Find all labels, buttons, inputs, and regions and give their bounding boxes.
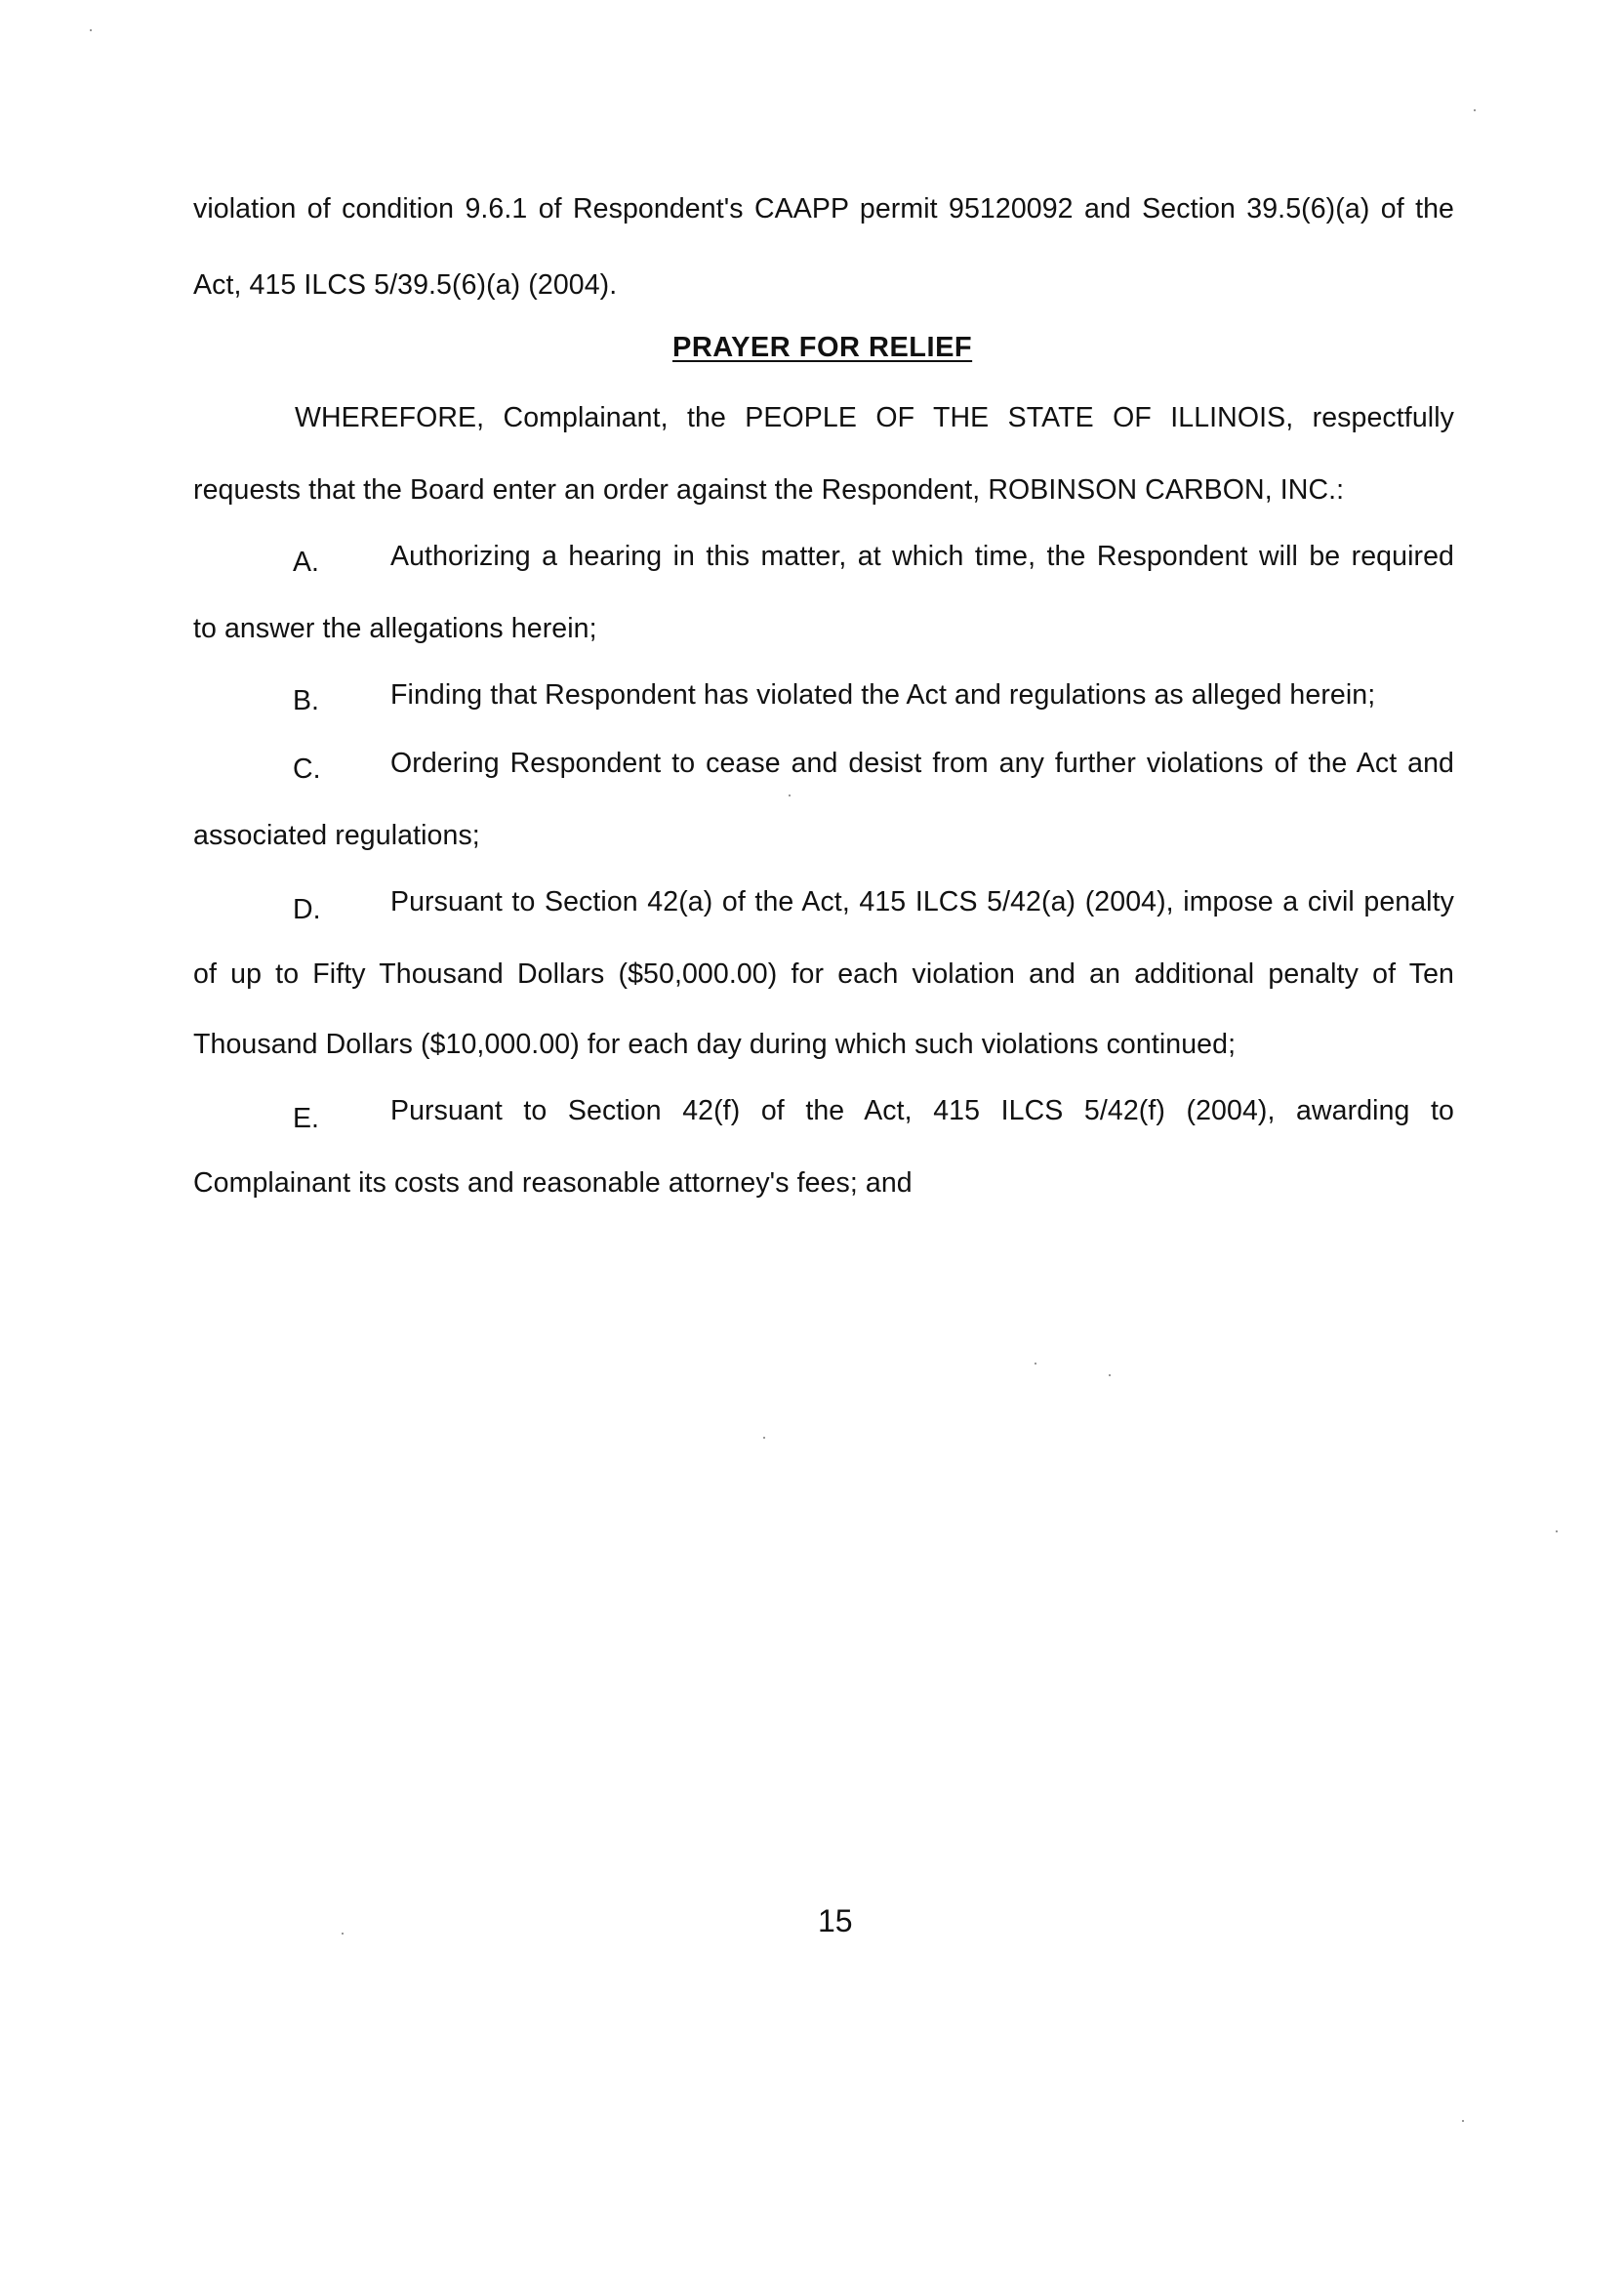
item-a-line-1: Authorizing a hearing in this matter, at which time, the Respondent will be required (390, 541, 1454, 572)
scan-speck (1474, 109, 1476, 111)
item-c-line-2: associated regulations; (193, 820, 480, 851)
item-c-marker: C. (293, 754, 321, 785)
item-e-line-1: Pursuant to Section 42(f) of the Act, 415 ILCS 5/42(f) (2004), awarding to (390, 1095, 1454, 1126)
item-e-marker: E. (293, 1103, 319, 1134)
wherefore-line-1: WHEREFORE, Complainant, the PEOPLE OF THE STATE OF ILLINOIS, respectfully (295, 402, 1454, 433)
intro-line-2: Act, 415 ILCS 5/39.5(6)(a) (2004). (193, 269, 618, 301)
item-c-line-1: Ordering Respondent to cease and desist from any further violations of the Act and (390, 748, 1454, 779)
scan-speck (789, 795, 791, 796)
intro-line-1: violation of condition 9.6.1 of Respondent's CAAPP permit 95120092 and Section 39.5(6)(a) of the (193, 193, 1454, 224)
item-d-line-1: Pursuant to Section 42(a) of the Act, 415 ILCS 5/42(a) (2004), impose a civil penalty (390, 886, 1454, 917)
scan-speck (342, 1933, 344, 1935)
scan-speck (1462, 2120, 1464, 2122)
scan-speck (1109, 1374, 1111, 1376)
scan-speck (763, 1437, 765, 1439)
item-d-line-3: Thousand Dollars ($10,000.00) for each day during which such violations continued; (193, 1029, 1237, 1060)
item-d-line-2: of up to Fifty Thousand Dollars ($50,000.00) for each violation and an additional penalty of Ten (193, 958, 1454, 990)
section-heading: PRAYER FOR RELIEF (672, 332, 973, 363)
scan-speck (1035, 1363, 1036, 1365)
page-number: 15 (818, 1903, 853, 1938)
item-d-marker: D. (293, 894, 321, 925)
item-e-line-2: Complainant its costs and reasonable attorney's fees; and (193, 1167, 913, 1199)
item-b-line-1: Finding that Respondent has violated the Act and regulations as alleged herein; (390, 679, 1376, 711)
scan-speck (90, 29, 92, 31)
wherefore-line-2: requests that the Board enter an order against the Respondent, ROBINSON CARBON, INC.: (193, 474, 1345, 506)
item-a-marker: A. (293, 547, 319, 578)
item-b-marker: B. (293, 685, 319, 716)
item-a-line-2: to answer the allegations herein; (193, 613, 597, 644)
scan-speck (1556, 1530, 1558, 1532)
